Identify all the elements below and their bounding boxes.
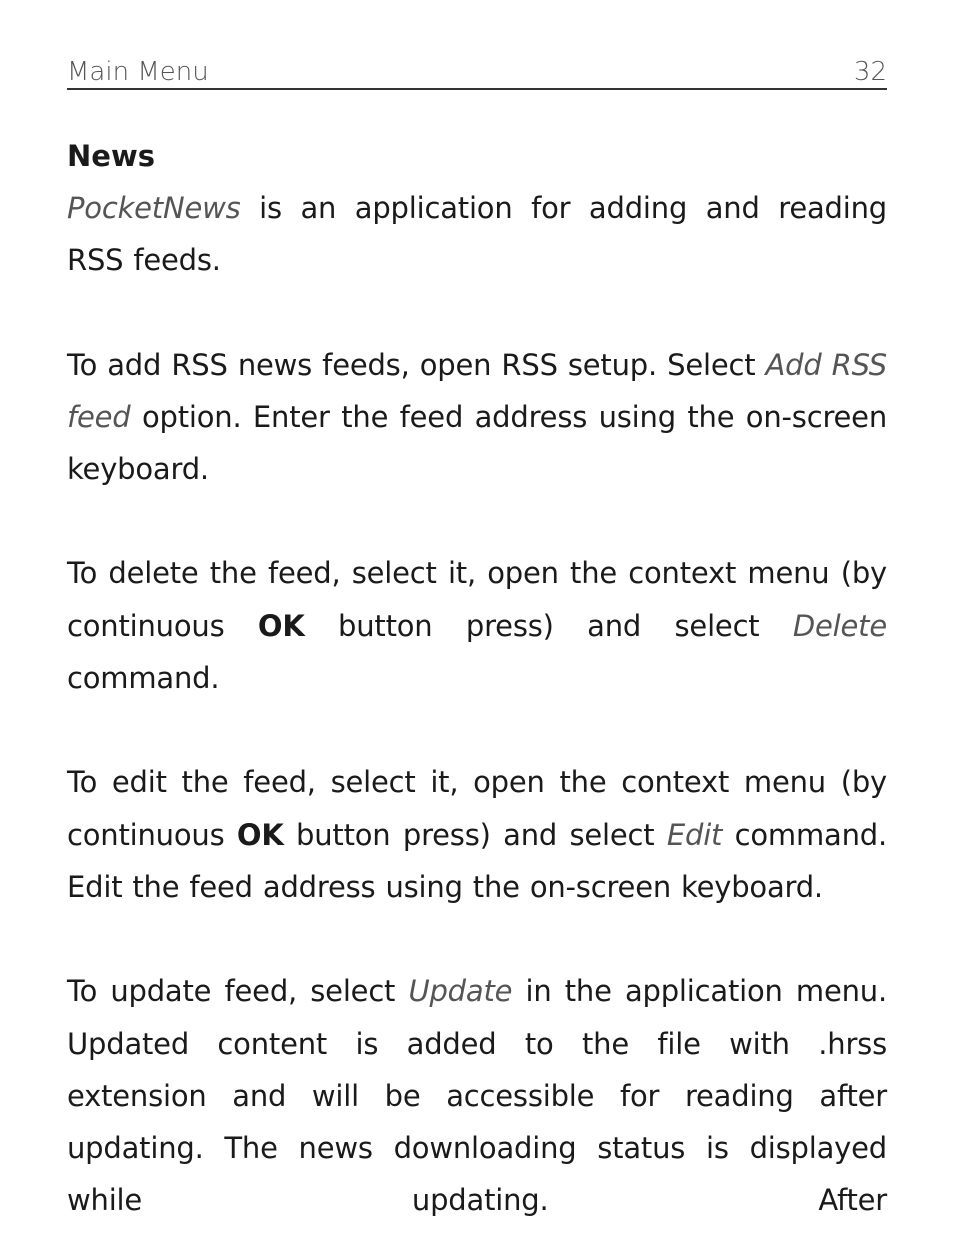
page-header [67,56,887,90]
page-number: 32 [853,57,887,87]
option-name: Add RSS feed [67,347,887,434]
paragraph-text: To update feed, select [67,974,409,1009]
app-name: PocketNews [67,191,241,225]
paragraph-delete-feed [67,547,887,704]
paragraph-text: To delete the feed, select it, open the context menu (by continuous [67,556,887,643]
paragraph-text: command. [67,661,220,696]
command-name: Update [408,974,513,1009]
paragraph-text: button press) and select [304,608,793,643]
paragraph-text: button press) and select [283,817,667,852]
paragraph-intro [67,182,887,287]
running-header-title: Main Menu [67,57,209,87]
page-content [67,130,887,1227]
key-name: OK [257,608,305,643]
paragraph-text: option. Enter the feed address using the on-screen keyboard. [67,399,887,487]
paragraph-text: To add RSS news feeds, open RSS setup. Select [67,347,766,382]
key-name: OK [236,817,284,852]
paragraph-text: is an application for adding and reading RSS feeds. [67,191,887,278]
paragraph-text: To edit the feed, select it, open the context menu (by continuous [67,765,887,852]
paragraph-text: in the application menu. Updated content is added to the file with .hrss extension and will be accessible for reading after updating. The news downloading status is displayed while updating. After [67,974,887,1218]
paragraph-update-feed [67,965,887,1226]
command-name: Edit [666,817,723,852]
paragraph-edit-feed [67,756,887,913]
paragraph-add-feed [67,339,887,496]
command-name: Delete [792,608,887,643]
paragraph-text: command. Edit the feed address using the on-screen keyboard. [67,817,887,904]
section-heading: News [67,139,155,173]
